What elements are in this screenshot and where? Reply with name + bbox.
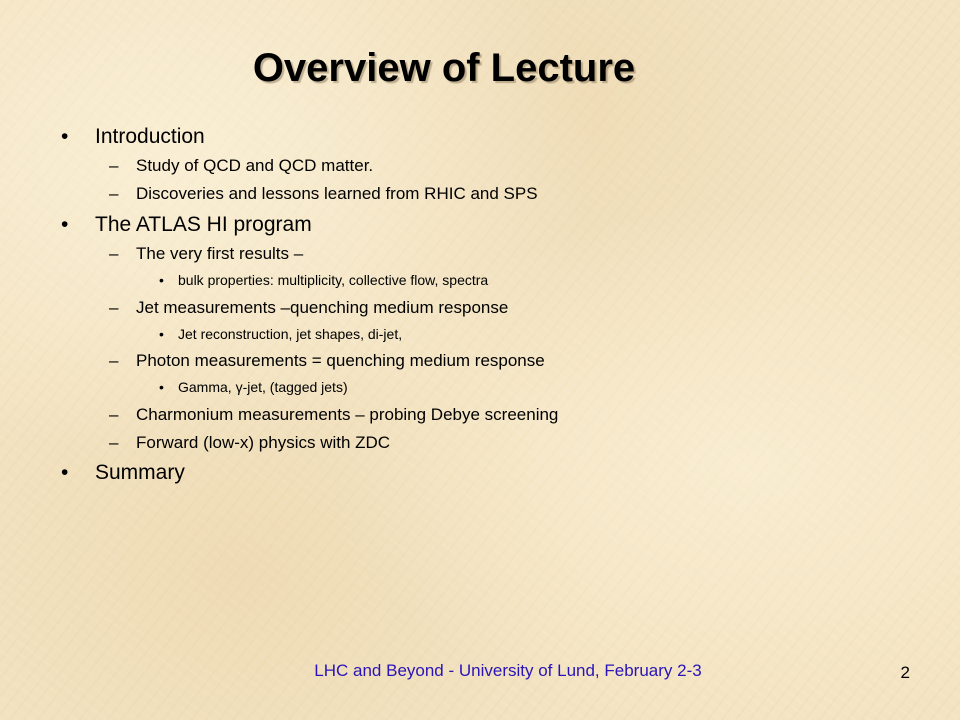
dash-marker: – (109, 244, 119, 263)
sub-item-text: Photon measurements = quenching medium response (136, 351, 545, 370)
bullet-atlas-hi-program (61, 212, 312, 238)
sub-item-jet-measurements (109, 297, 509, 319)
sub-item-photon-measurements (109, 350, 545, 372)
bullet-marker: • (61, 125, 69, 148)
dash-marker: – (109, 298, 119, 317)
bullet-text: Introduction (95, 125, 205, 148)
dash-marker: – (109, 156, 119, 175)
sub-item-text: Jet measurements –quenching medium response (136, 298, 509, 317)
bullet-marker: • (61, 461, 69, 484)
sub-item-text: Charmonium measurements – probing Debye screening (136, 405, 559, 424)
footer-text: LHC and Beyond - University of Lund, February 2-3 (314, 661, 702, 680)
sub-item-forward-physics (109, 432, 391, 454)
dash-marker: – (109, 405, 119, 424)
sub-item-first-results (109, 243, 304, 265)
sub-sub-item-jet-reconstruction (159, 325, 403, 343)
slide-number: 2 (900, 663, 910, 682)
sub-sub-item-bulk-properties (159, 271, 489, 289)
sub-sub-item-text: bulk properties: multiplicity, collective flow, spectra (178, 272, 489, 288)
dash-marker: – (109, 351, 119, 370)
sub-item-text: Study of QCD and QCD matter. (136, 156, 374, 175)
bullet-marker: • (159, 379, 164, 395)
sub-item-charmonium (109, 404, 559, 426)
sub-item-text: Forward (low-x) physics with ZDC (136, 433, 391, 452)
bullet-marker: • (61, 213, 69, 236)
slide-title: Overview of Lecture (252, 46, 636, 90)
bullet-marker: • (159, 326, 164, 342)
sub-item-text: The very first results – (136, 244, 304, 263)
bullet-text: The ATLAS HI program (95, 213, 312, 236)
sub-sub-item-text: Gamma, γ-jet, (tagged jets) (178, 379, 348, 395)
bullet-summary (61, 460, 185, 486)
bullet-text: Summary (95, 461, 185, 484)
dash-marker: – (109, 433, 119, 452)
dash-marker: – (109, 184, 119, 203)
sub-sub-item-gamma-jet (159, 378, 348, 396)
sub-item-qcd-study (109, 155, 374, 177)
bullet-marker: • (159, 272, 164, 288)
sub-sub-item-text: Jet reconstruction, jet shapes, di-jet, (178, 326, 403, 342)
bullet-introduction (61, 124, 205, 150)
sub-item-text: Discoveries and lessons learned from RHIC and SPS (136, 184, 538, 203)
sub-item-rhic-sps (109, 183, 538, 205)
